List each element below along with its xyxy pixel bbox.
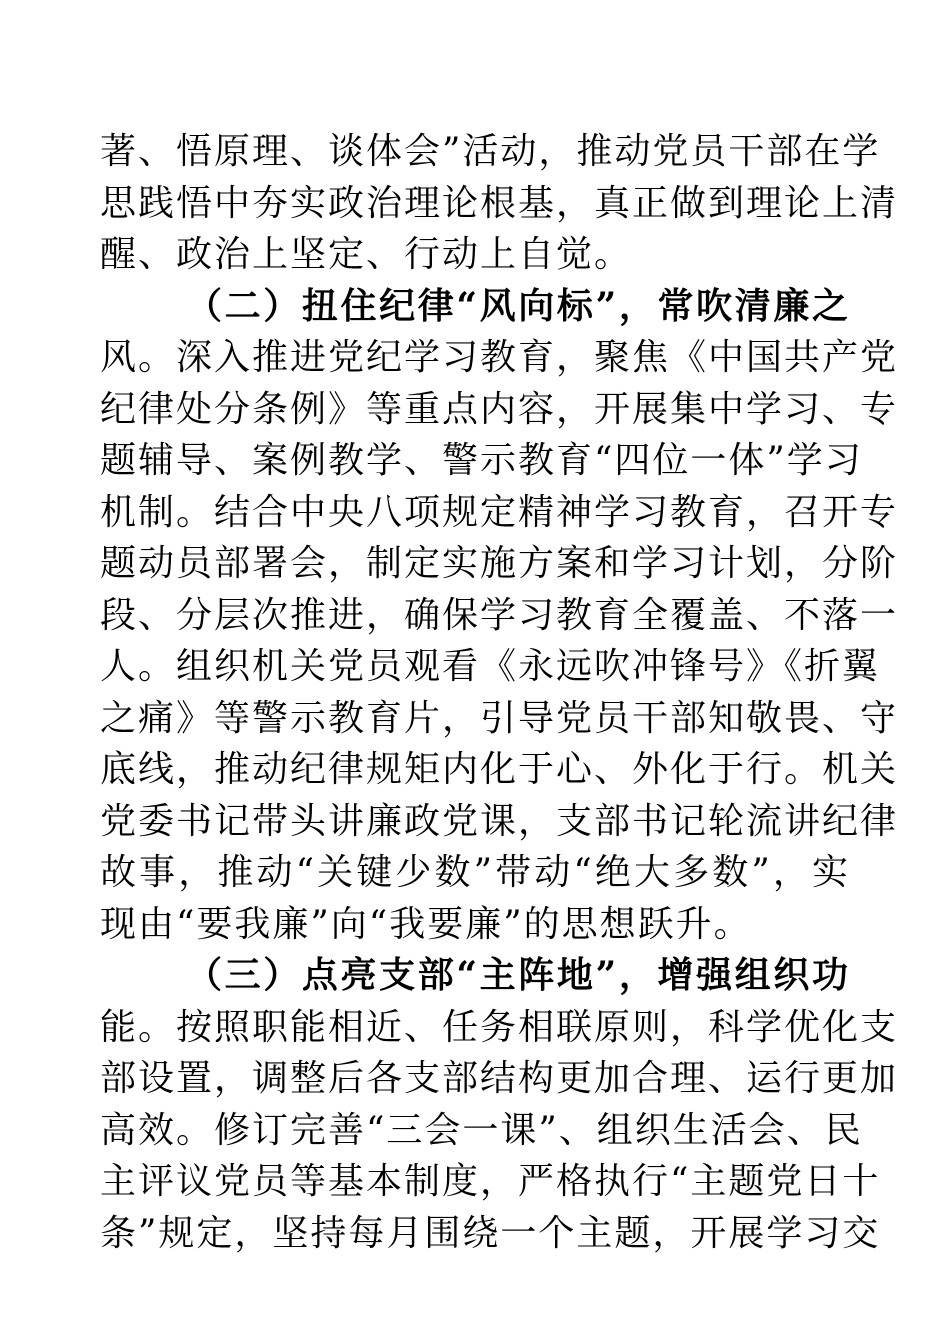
text-line: 题动员部署会，制定实施方案和学习计划，分阶 bbox=[100, 543, 899, 584]
text-line: 风。深入推进党纪学习教育，聚焦《中国共产党 bbox=[100, 337, 899, 378]
text-line: 底线，推动纪律规矩内化于心、外化于行。机关 bbox=[100, 749, 899, 790]
text-line: 能。按照职能相近、任务相联原则，科学优化支 bbox=[100, 1006, 899, 1048]
text-line: 党委书记带头讲廉政党课，支部书记轮流讲纪律 bbox=[100, 800, 899, 842]
text-line: 条”规定，坚持每月围绕一个主题，开展学习交 bbox=[100, 1212, 881, 1254]
section-heading-2: （二）扭住纪律“风向标”，常吹清廉之 bbox=[186, 284, 850, 327]
text-line: 部设置，调整后各支部结构更加合理、运行更加 bbox=[100, 1058, 899, 1099]
text-line: 现由“要我廉”向“我要廉”的思想跃升。 bbox=[100, 903, 752, 945]
text-line: 高效。修订完善“三会一课”、组织生活会、民 bbox=[100, 1109, 863, 1151]
body-text bbox=[100, 126, 899, 1259]
text-line: 醒、政治上坚定、行动上自觉。 bbox=[100, 234, 633, 275]
text-line: 主评议党员等基本制度，严格执行“主题党日十 bbox=[100, 1161, 881, 1202]
text-line: 纪律处分条例》等重点内容，开展集中学习、专 bbox=[100, 388, 899, 430]
text-line: 题辅导、案例教学、警示教育“四位一体”学习 bbox=[100, 440, 863, 481]
section-heading-3: （三）点亮支部“主阵地”，增强组织功 bbox=[186, 954, 850, 996]
text-line: 著、悟原理、谈体会”活动，推动党员干部在学 bbox=[100, 131, 881, 172]
text-line: 之痛》等警示教育片，引导党员干部知敬畏、守 bbox=[100, 697, 899, 739]
text-line: 段、分层次推进，确保学习教育全覆盖、不落一 bbox=[100, 594, 899, 636]
text-line: 思践悟中夯实政治理论根基，真正做到理论上清 bbox=[100, 182, 899, 224]
text-line: 故事，推动“关键少数”带动“绝大多数”，实 bbox=[100, 852, 850, 893]
text-line: 机制。结合中央八项规定精神学习教育，召开专 bbox=[100, 491, 899, 533]
text-line: 人。组织机关党员观看《永远吹冲锋号》《折翼 bbox=[100, 646, 881, 687]
